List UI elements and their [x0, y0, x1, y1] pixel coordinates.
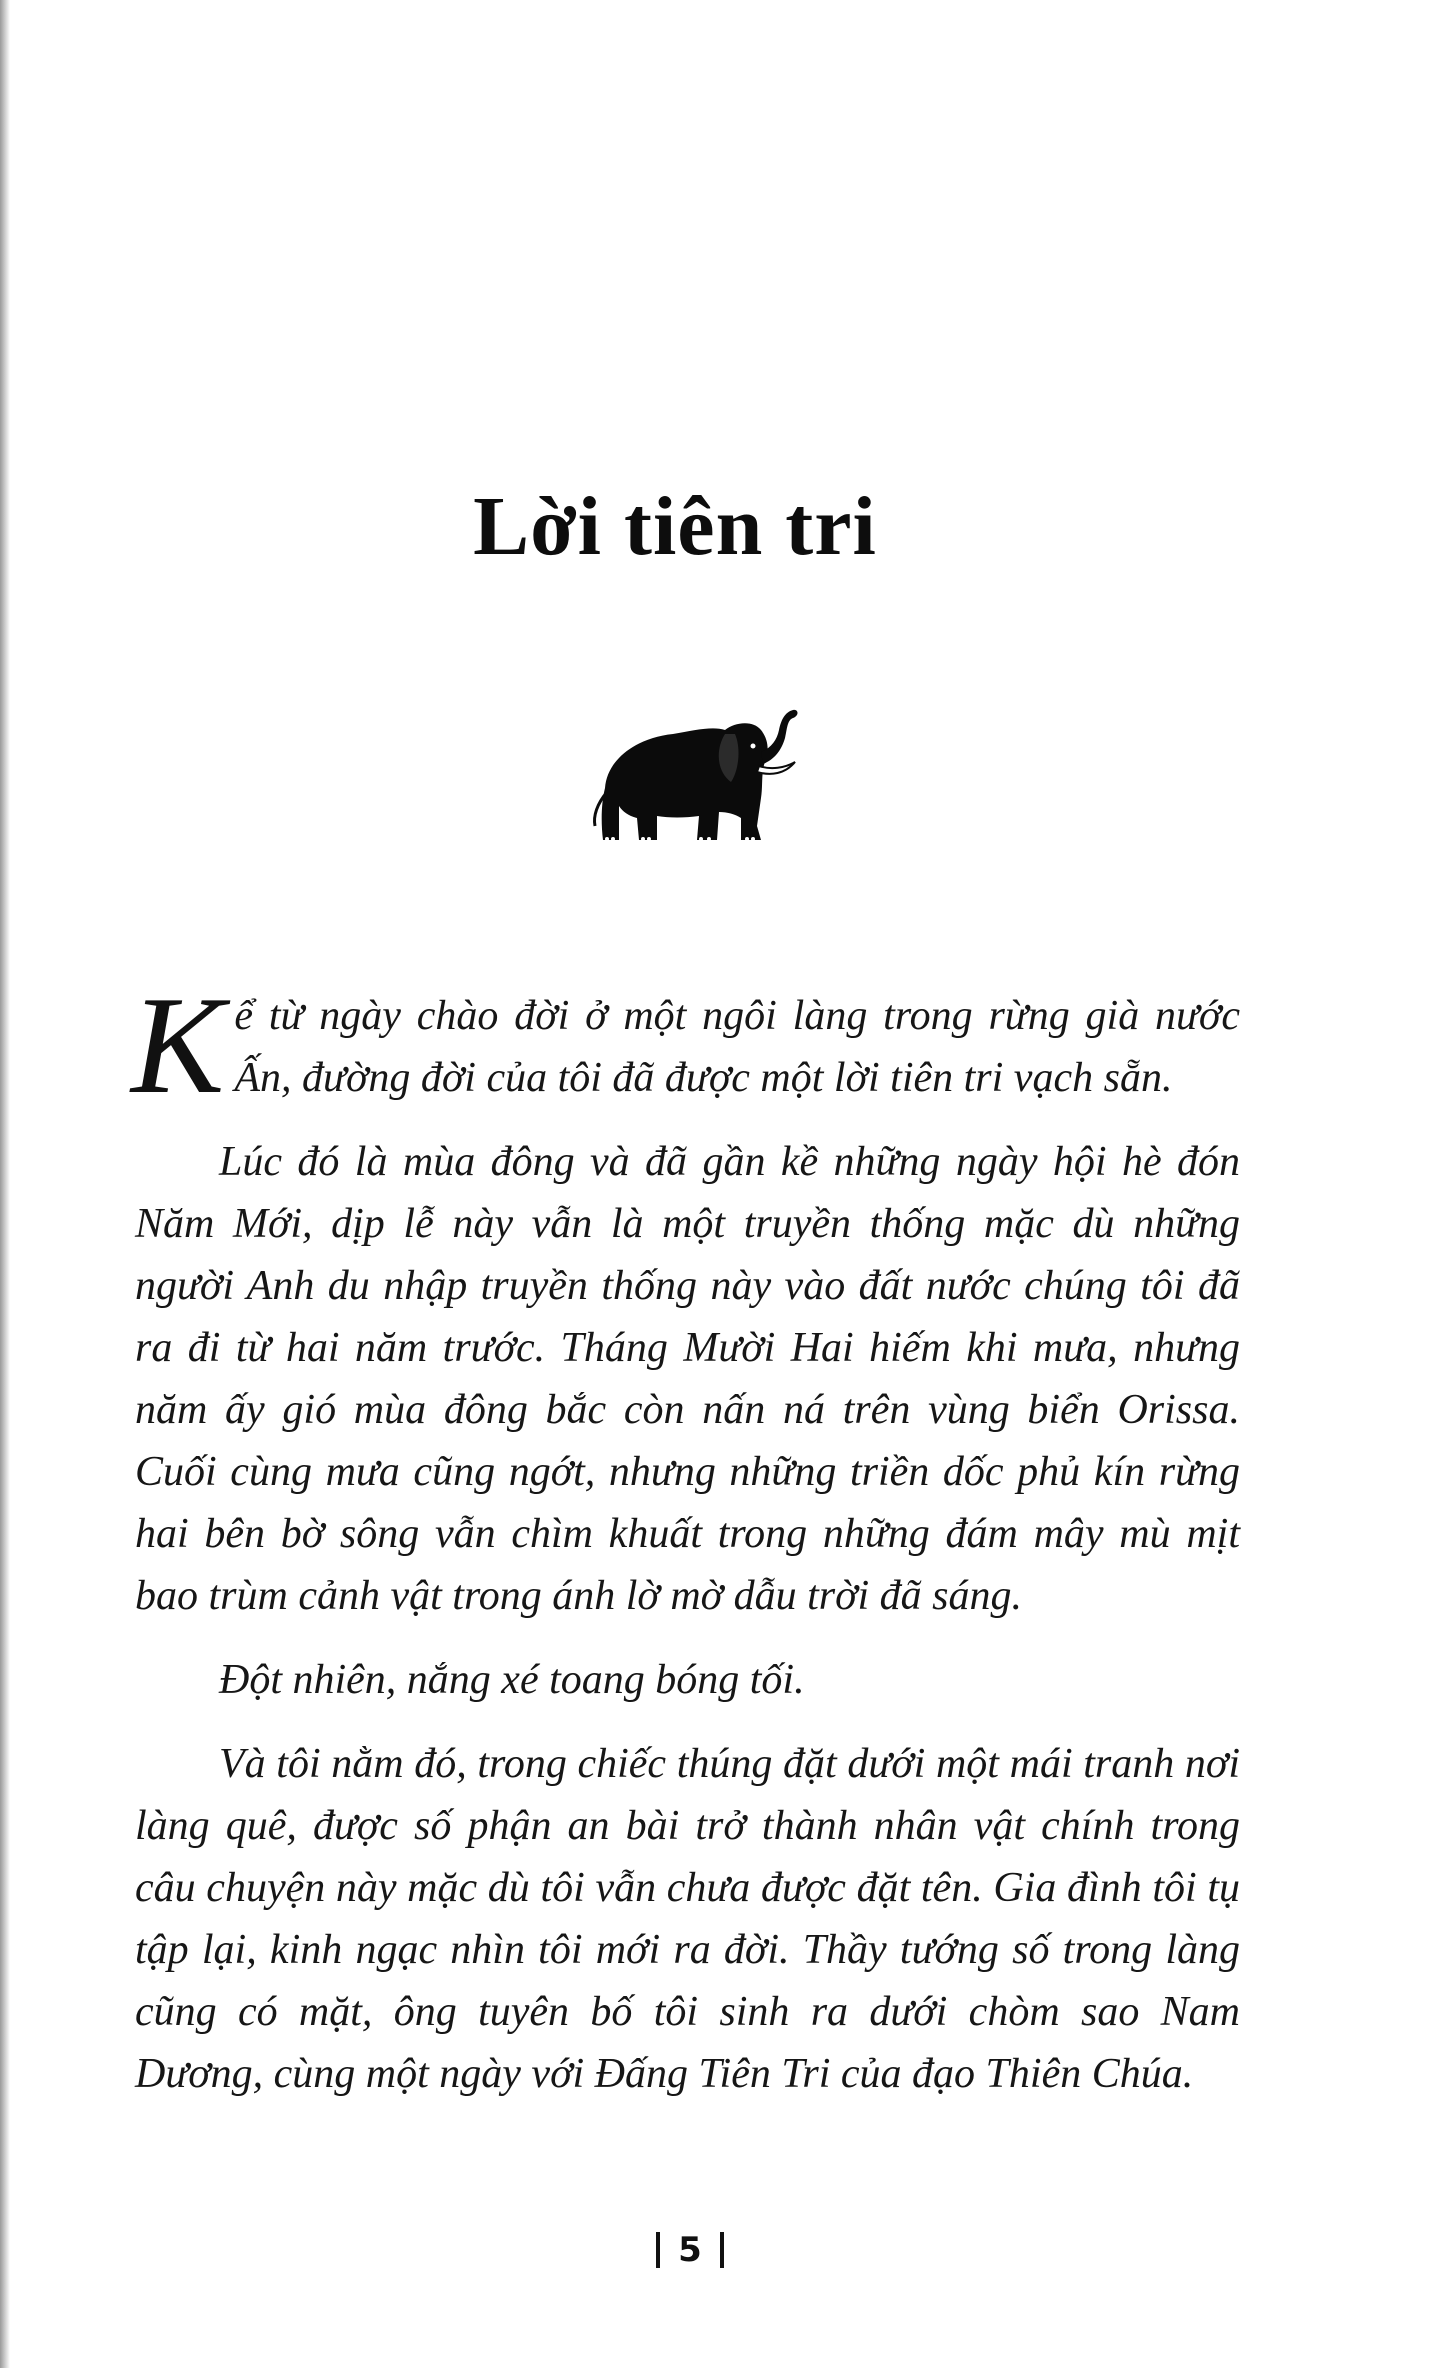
paragraph-birth: Và tôi nằm đó, trong chiếc thúng đặt dưới một mái tranh nơi làng quê, được số phận an bài trở thành nhân vật chính trong câu chuyện này mặc dù tôi vẫn chưa được đặt tên. Gia đình tôi tụ tập lại, kinh ngạc nhìn tôi mới ra đời. Thầy tướng số trong làng cũng có mặt, ông tuyên bố tôi sinh ra dưới chòm sao Nam Dương, cùng một ngày với Đấng Tiên Tri của đạo Thiên Chúa. — [135, 1741, 1240, 2097]
opening-paragraph — [131, 968, 1240, 1123]
opening-paragraph-text: ể từ ngày chào đời ở một ngôi làng trong rừng già nước Ấn, đường đời của tôi đã được một lời tiên tri vạch sẵn. — [234, 993, 1240, 1101]
spine-shadow — [0, 0, 10, 2368]
chapter-title: Lời tiên tri — [473, 480, 877, 573]
page-number-right-bar — [720, 2232, 724, 2268]
drop-cap: K — [131, 968, 225, 1123]
chapter-body — [131, 968, 1240, 2127]
paragraph-winter: Lúc đó là mùa đông và đã gần kề những ngày hội hè đón Năm Mới, dịp lễ này vẫn là một truyền thống mặc dù những người Anh du nhập truyền thống này vào đất nước chúng tôi đã ra đi từ hai năm trước. Tháng Mười Hai hiếm khi mưa, nhưng năm ấy gió mùa đông bắc còn nấn ná trên vùng biển Orissa. Cuối cùng mưa cũng ngớt, nhưng những triền dốc phủ kín rừng hai bên bờ sông vẫn chìm khuất trong những đám mây mù mịt bao trùm cảnh vật trong ánh lờ mờ dẫu trời đã sáng. — [135, 1139, 1240, 1619]
paragraph-sunlight: Đột nhiên, nắng xé toang bóng tối. — [219, 1657, 805, 1703]
page-number-left-bar — [656, 2232, 660, 2268]
elephant-icon — [585, 700, 800, 850]
page-number-value: 5 — [678, 2229, 702, 2270]
page-number — [0, 2228, 1380, 2270]
